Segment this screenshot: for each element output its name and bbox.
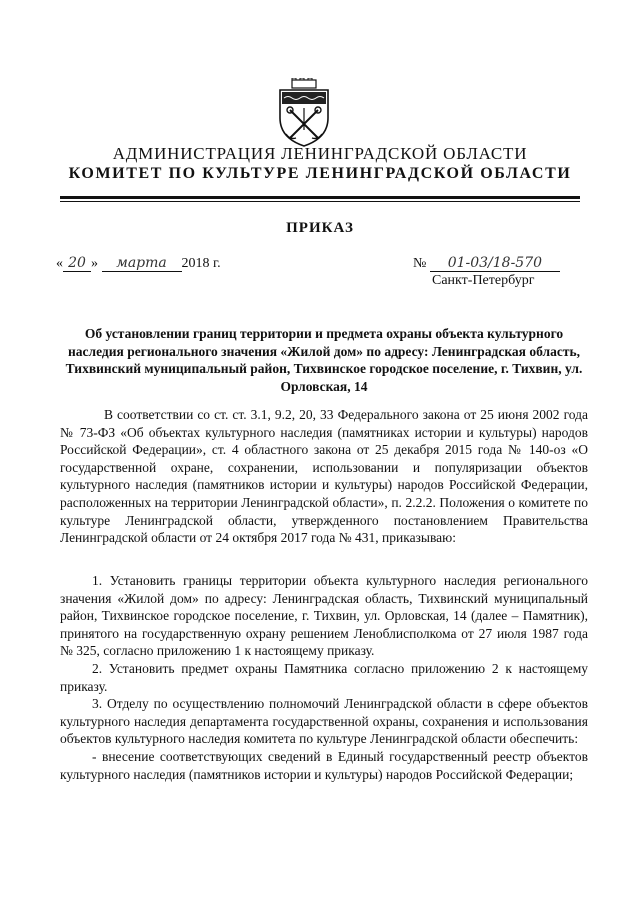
org-name-committee: КОМИТЕТ ПО КУЛЬТУРЕ ЛЕНИНГРАДСКОЙ ОБЛАСТИ [68,165,572,182]
header-divider-thin [60,201,580,202]
org-name-administration: АДМИНИСТРАЦИЯ ЛЕНИНГРАДСКОЙ ОБЛАСТИ [112,144,528,163]
date-open-quote: « [56,256,63,271]
header-divider-thick [60,196,580,199]
order-number [413,255,560,272]
date-year: 2018 г. [181,256,221,271]
order-items [60,572,588,783]
preamble-section [60,406,588,547]
date-close-quote: » [91,256,98,271]
order-subject: Об установлении границ территории и предмета охраны объекта культурного наследия регионального значения «Жилой дом» по адресу: Ленинградская область, Тихвинский муниципальный район, Тихвинское городское поселение, г. Тихвин, ул. Орловская, 14 [65,326,583,394]
order-item-2: 2. Установить предмет охраны Памятника согласно приложению 2 к настоящему приказу. [60,660,588,694]
coat-of-arms-icon [276,78,332,148]
preamble-paragraph: В соответствии со ст. ст. 3.1, 9.2, 20, 33 Федерального закона от 25 июня 2002 года № 73-ФЗ «Об объектах культурного наследия (памятниках истории и культуры) народов Российской Федерации», ст. 4 областного закона от 25 декабря 2015 года № 140-оз «О государственной охране, сохранении, использовании и популяризации объектов культурного наследия (памятников истории и культуры) народов Российской Федерации, расположенных на территории Ленинградской области», п. 2.2.2. Положения о комитете по культуре Ленинградской области, утвержденного постановлением Правительства Ленинградской области от 24 октября 2017 года № 431, приказываю: [60,407,588,546]
order-date [56,255,221,272]
date-month: марта [102,255,182,272]
order-item-3-bullet: - внесение соответствующих сведений в Единый государственный реестр объектов культурного наследия (памятников истории и культуры) народов Российской Федерации; [60,748,588,782]
order-title: ПРИКАЗ [286,220,354,236]
number-label: № [413,256,427,271]
order-item-1: 1. Установить границы территории объекта культурного наследия регионального значения «Жилой дом» по адресу: Ленинградская область, Тихвинский муниципальный район, Тихвинское городское поселение, г. Тихвин, ул. Орловская, 14 (далее – Памятник), принятого на государственную охрану решением Леноблисполкома от 27 июля 1987 года № 325, согласно приложению 1 к настоящему приказу. [60,573,588,659]
order-city: Санкт-Петербург [432,273,535,288]
number-value: 01-03/18-570 [430,255,560,272]
order-item-3: 3. Отделу по осуществлению полномочий Ленинградской области в сфере объектов культурного наследия департамента государственной охраны, сохранения и использования объектов культурного наследия комитета по культуре Ленинградской области обеспечить: [60,696,588,747]
date-day: 20 [63,255,91,272]
